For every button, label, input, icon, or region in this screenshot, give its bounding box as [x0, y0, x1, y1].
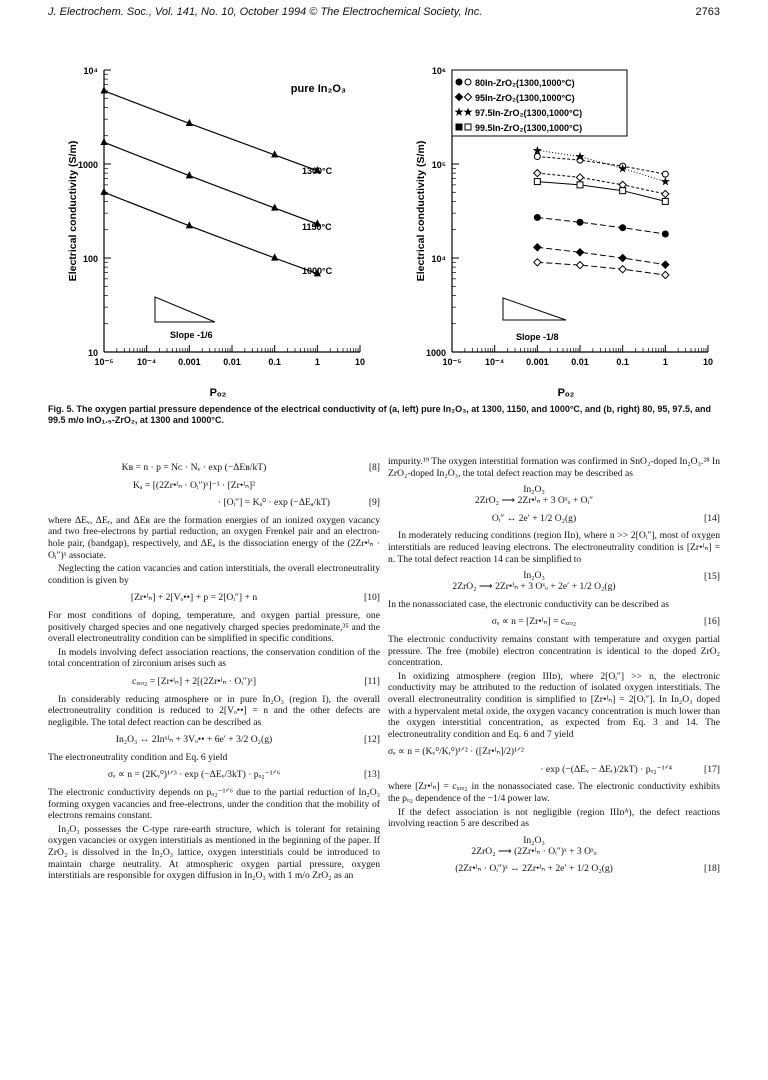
square-marker [620, 188, 626, 194]
diamond-marker [619, 254, 626, 261]
equation-11: cₓᵣₒ₂ = [Zr•ᴵₙ] + 2[(2Zr•ᴵₙ · Oᵢ″)ˣ] [11] [131, 675, 380, 687]
equation-8: Kʙ = n · p = Nᴄ · Nᵥ · exp (−ΔEʙ/kT) [8] [121, 462, 380, 473]
diamond-marker [534, 259, 541, 266]
x-tick-label: 0.001 [526, 357, 549, 367]
equation-10: [Zr•ᴵₙ] + 2[Vₒ••] + p = 2[Oᵢ″] + n [10] [130, 592, 380, 604]
x-axis-label: Pₒ₂ [209, 387, 227, 399]
y-tick-label: 10⁵ [431, 160, 446, 170]
x-axis-label: Pₒ₂ [557, 387, 575, 399]
figure-caption: Fig. 5. The oxygen partial pressure dependence of the electrical conductivity of (a, left) pure In₂O₃, at 1300, 1150, and 1000°C, and (b, right) 80, 95, 97.5, and 99.5 m/o InO₁.₅-ZrO₂, at 1300 and 1000°C. [48, 404, 711, 425]
equation-12: In₂O₃ ↔ 2Inˣᴵₙ + 3Vₒ•• + 6e′ + 3/2 O₂(g) [12] [115, 734, 380, 746]
series-line [537, 262, 665, 275]
square-marker [456, 124, 462, 130]
diamond-marker [662, 271, 669, 278]
text-column-right [388, 456, 720, 881]
equation-14a: In₂O₃ 2ZrO₂ ⟶ 2Zr•ᴵₙ + 3 Oˣₒ + Oᵢ″ [474, 484, 594, 507]
running-header [48, 6, 720, 22]
series-label: 1300°C [302, 166, 333, 176]
legend-entry: 80In-ZrO₂(1300,1000°C) [475, 78, 575, 88]
series-line [537, 150, 665, 181]
slope-label: Slope -1/6 [170, 330, 213, 340]
equation-16: σₑ ∝ n = [Zr•ᴵₙ] = cₓᵣₒ₂ [16] [491, 616, 720, 628]
chart-right [388, 60, 738, 400]
slope-triangle [503, 298, 566, 320]
series-line [537, 157, 665, 175]
series-label: 1000°C [302, 266, 333, 276]
x-tick-label: 10⁻⁴ [485, 357, 505, 367]
x-tick-label: 10⁻⁵ [442, 357, 462, 367]
x-tick-label: 10⁻⁴ [137, 357, 157, 367]
star-marker: ★ [531, 143, 543, 158]
square-marker [465, 124, 471, 130]
x-tick-label: 0.1 [616, 357, 629, 367]
equation-9a: Kₐ = [(2Zr•ᴵₙ · Oᵢ″)ˣ]⁻¹ · [Zr•ᴵₙ]² [132, 479, 256, 491]
page-number: 2763 [695, 6, 720, 18]
series-line [537, 217, 665, 234]
diamond-marker [662, 261, 669, 268]
paragraph: In considerably reducing atmosphere or in pure In₂O₃ (region I), the overall electroneutrality condition is reduced to 2[Vₒ••] = n and the other defects are negligible. The total defect reaction can be described as [48, 693, 380, 728]
series-line [104, 192, 317, 273]
star-marker: ★ [617, 161, 629, 176]
paragraph: In models involving defect association reactions, the conservation condition of the total concentration of zirconium arises such as [48, 646, 380, 670]
paragraph: The electronic conductivity depends on pₒ₂⁻¹ᐟ⁶ due to the partial reduction of In₂O₃ forming oxygen vacancies and free-electrons, under the condition that the mobility of electrons remains constant. [48, 787, 380, 822]
text-column-left [48, 456, 380, 884]
paragraph: For most conditions of doping, temperature, and oxygen partial pressure, one positively charged species and one negatively charged species predominate,³⁵ and the overall electroneutrality condition can be simplified in specific conditions. [48, 609, 380, 645]
circle-marker [456, 79, 462, 85]
series-label: 1150°C [302, 222, 332, 232]
paragraph: Neglecting the cation vacancies and cation interstitials, the overall electroneutrality condition is given by [48, 563, 380, 586]
legend-entry: 97.5In-ZrO₂(1300,1000°C) [475, 108, 583, 118]
triangle-marker [100, 86, 107, 93]
paragraph: In oxidizing atmosphere (region IIIᴅ), where 2[Oᵢ″] >> n, the electronic conductivity may be attributed to the reduction of isolated oxygen interstitials. The overall electroneutrality condition is simplified to [Zr•ᴵₙ] = 2[Oᵢ″]. In In₂O₃ doped with a hypervalent metal oxide, the oxygen vacancy concentration is much lower than the oxygen interstitial concentration, as expected from Eq. 3 and 14. The electroneutrality condition and Eq. 6 and 7 yield [388, 670, 720, 740]
y-axis-label: Electrical conductivity (S/m) [415, 140, 427, 282]
equation-14: Oᵢ″ ↔ 2e′ + 1/2 O₂(g) [14] [491, 512, 720, 524]
y-tick-label: 10 [87, 348, 98, 358]
paragraph: where ΔEᵥ, ΔEᵣ, and ΔEʙ are the formation energies of an ionized oxygen vacancy and two free-electrons by partial reduction, an oxygen Frenkel pair and an electron-hole pair, (bandgap), respectively, and ΔEₐ is the dissociation energy of the (2Zr•ᴵₙ · Oᵢ″)ˣ associate. [48, 514, 380, 561]
diamond-marker [576, 249, 583, 256]
circle-marker [577, 219, 583, 225]
legend-entry: 95In-ZrO₂(1300,1000°C) [475, 93, 575, 103]
x-tick-label: 0.01 [571, 357, 589, 367]
equation-17a: σₑ ∝ n = (Kᵥ⁰/Kᵣ⁰)¹ᐟ² · ([Zr•ᴵₙ]/2)¹ᐟ² [388, 746, 524, 758]
star-marker: ★ [574, 149, 586, 164]
paragraph: impurity.¹⁹ The oxygen interstitial formation was confirmed in SnO₂-doped In₂O₃.²⁸ In ZrO₂-doped In₂O₃, the total defect reaction may be described as [388, 456, 720, 479]
x-tick-label: 10 [354, 357, 366, 367]
diamond-marker [576, 174, 583, 181]
y-axis-label: Electrical conductivity (S/m) [67, 140, 79, 282]
star-marker: ★ [462, 105, 474, 119]
series-line [104, 91, 317, 171]
diamond-marker [534, 170, 541, 177]
paragraph: If the defect association is not negligible (region IIIᴅᴬ), the defect reactions involving reaction 5 are described as [388, 806, 720, 830]
circle-marker [662, 231, 668, 237]
triangle-marker [100, 138, 107, 145]
equation-13: σₑ ∝ n = (2Kᵥ⁰)¹ᐟ³ · exp (−ΔEᵥ/3kT) · pₒ₂⁻¹ᐟ⁶ [13] [107, 769, 380, 781]
equation-9b: · [Oᵢ″] = Kₐ⁰ · exp (−ΔEₐ/kT) [9] [217, 497, 380, 509]
paragraph: where [Zr•ᴵₙ] = cₓᵣₒ₂ in the nonassociated case. The electronic conductivity exhibits the pₒ₂ dependence of the −1/4 power law. [388, 781, 720, 805]
square-marker [577, 182, 583, 188]
equation-18a: In₂O₃ 2ZrO₂ ⟶ (2Zr•ᴵₙ · Oᵢ″)ˣ + 3 Oˣₒ [471, 834, 597, 857]
legend-entry: 99.5In-ZrO₂(1300,1000°C) [475, 123, 583, 133]
circle-marker [465, 79, 471, 85]
equation-18: (2Zr•ᴵₙ · Oᵢ″)ˣ ↔ 2Zr•ᴵₙ + 2e′ + 1/2 O₂(g) [18] [455, 863, 720, 875]
diamond-marker [662, 190, 669, 197]
triangle-marker [100, 188, 107, 195]
diamond-marker [534, 244, 541, 251]
chart-left [40, 60, 380, 400]
equation-17b: · exp (−(ΔEᵥ − ΔEᵣ)/2kT) · pₒ₂⁻¹ᐟ⁴ [17] [540, 763, 720, 775]
x-tick-label: 0.01 [223, 357, 241, 367]
x-tick-label: 0.001 [178, 357, 201, 367]
paragraph: In₂O₃ possesses the C-type rare-earth structure, which is tolerant for retaining oxygen vacancies or oxygen interstitials as mentioned in the beginning of the paper. If ZrO₂ is dissolved in the In₂O₃ lattice, oxygen interstitials could be introduced to maintain charge neutrality. At atmospheric oxygen partial pressure, oxygen interstitials are responsible for oxygen diffusion in In₂O₃ with 1 m/o ZrO₂ as an [48, 823, 380, 882]
y-tick-label: 10⁴ [83, 66, 98, 76]
series-line [104, 142, 317, 224]
journal-citation: J. Electrochem. Soc., Vol. 141, No. 10, October 1994 © The Electrochemical Society, Inc. [48, 6, 483, 18]
x-tick-label: 10 [702, 357, 714, 367]
diamond-marker [576, 262, 583, 269]
paragraph: The electroneutrality condition and Eq. 6 yield [48, 751, 228, 763]
y-tick-label: 1000 [77, 160, 98, 170]
slope-triangle [155, 297, 215, 322]
circle-marker [620, 225, 626, 231]
y-tick-label: 100 [82, 254, 98, 264]
x-tick-label: 1 [662, 357, 668, 367]
y-tick-label: 10⁶ [431, 66, 446, 76]
circle-marker [534, 214, 540, 220]
series-line [537, 182, 665, 202]
y-tick-label: 1000 [425, 348, 446, 358]
x-tick-label: 1 [314, 357, 320, 367]
x-tick-label: 0.1 [268, 357, 281, 367]
paragraph: In moderately reducing conditions (region IIᴅ), where n >> 2[Oᵢ″], most of oxygen interstitials are reduced leaving electrons. The electroneutrality condition is [Zr•ᴵₙ] = n. The total defect reaction 14 can be simplified to [388, 530, 720, 565]
slope-label: Slope -1/8 [516, 332, 559, 342]
series-line [537, 247, 665, 264]
paragraph: The electronic conductivity remains constant with temperature and oxygen partial pressure. The free (mobile) electron concentration is identical to the doped ZrO₂ concentration. [388, 633, 720, 669]
square-marker [534, 179, 540, 185]
star-marker: ★ [659, 174, 671, 189]
x-tick-label: 10⁻⁵ [94, 357, 114, 367]
chart-title: pure In₂O₃ [290, 83, 346, 95]
square-marker [662, 198, 668, 204]
paragraph: In the nonassociated case, the electronic conductivity can be described as [388, 598, 670, 610]
equation-15: In₂O₃ 2ZrO₂ ⟶ 2Zr•ᴵₙ + 3 Oˣₒ + 2e′ + 1/2 O₂(g) [15] [452, 570, 720, 593]
diamond-marker [619, 266, 626, 273]
star-marker: ★ [453, 105, 465, 119]
y-tick-label: 10⁴ [431, 254, 446, 264]
